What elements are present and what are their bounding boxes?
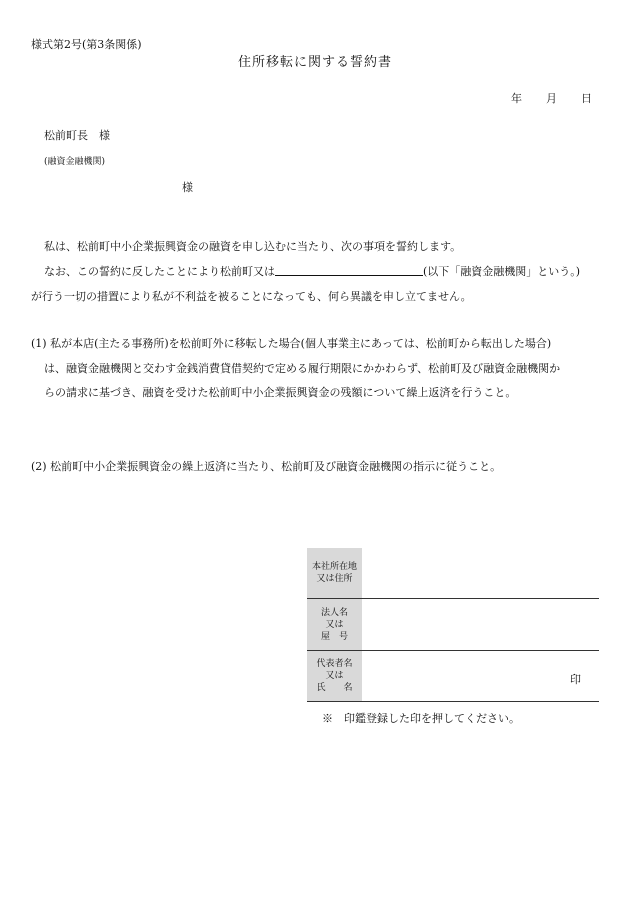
body-paragraph-2 [44,263,580,279]
representative-row [307,651,599,702]
representative-label: 代表者名 又は 氏 名 [307,651,362,702]
applicant-table [307,548,599,702]
body-paragraph-2-before: なお、この誓約に反したことにより松前町又は [44,265,275,278]
lender-name-blank [275,264,423,276]
address-field[interactable] [362,548,599,599]
body-paragraph-3: が行う一切の措置により私が不利益を被ることになっても、何ら異議を申し立てません。 [31,290,472,303]
lender-label: (融資金融機関) [44,157,106,167]
address-row [307,548,599,599]
company-label: 法人名 又は 屋 号 [307,599,362,651]
addressee-mayor: 松前町長 様 [44,129,110,142]
representative-field[interactable] [362,651,599,702]
item-1-line-1: (1) 私が本店(主たる事務所)を松前町外に移転した場合(個人事業主にあっては、松前町から転出した場合) [31,337,552,350]
body-paragraph-1: 私は、松前町中小企業振興資金の融資を申し込むに当たり、次の事項を誓約します。 [44,240,462,253]
item-2: (2) 松前町中小企業振興資金の繰上返済に当たり、松前町及び融資金融機関の指示に従うこと。 [31,460,502,473]
body-paragraph-2-after: (以下「融資金融機関」という。) [423,265,581,278]
address-label: 本社所在地 又は住所 [307,548,362,599]
item-1-line-3: らの請求に基づき、融資を受けた松前町中小企業振興資金の残額について繰上返済を行うこと。 [44,386,517,399]
document-title: 住所移転に関する誓約書 [237,55,392,70]
lender-honorific: 様 [182,181,193,194]
company-row [307,599,599,651]
date-day-label: 日 [581,92,592,105]
date-month-label: 月 [546,92,557,105]
item-1-line-2: は、融資金融機関と交わす金銭消費貸借契約で定める履行期限にかかわらず、松前町及び融資金融機関か [44,362,561,375]
seal-mark: 印 [570,673,581,686]
date-year-label: 年 [511,92,522,105]
form-number-label: 様式第2号(第3条関係) [31,38,142,51]
seal-note: ※ 印鑑登録した印を押してください。 [322,712,520,725]
company-field[interactable] [362,599,599,651]
